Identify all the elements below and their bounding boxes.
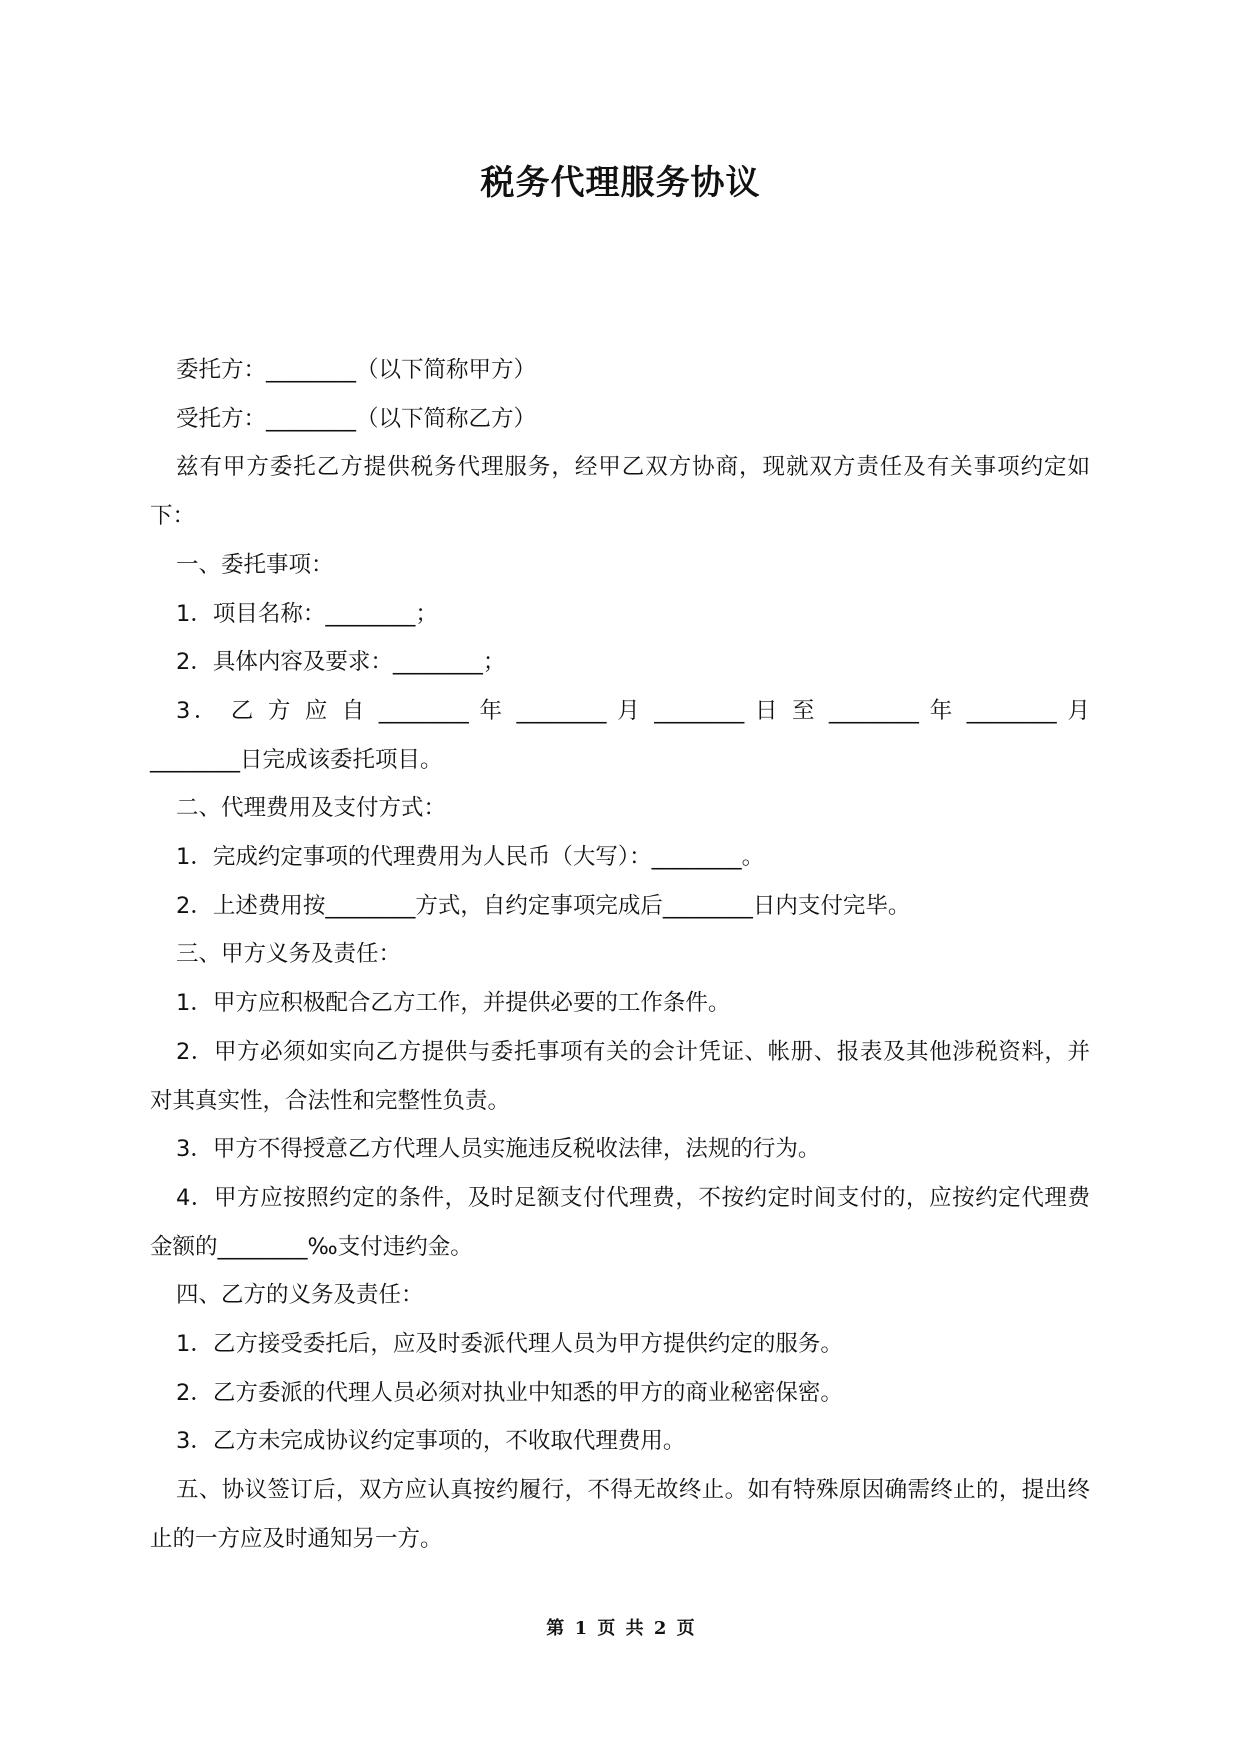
clause-4-2: 2．乙方委派的代理人员必须对执业中知悉的甲方的商业秘密保密。 [176, 1379, 843, 1406]
page-number-footer: 第 1 页 共 2 页 [546, 1618, 695, 1639]
clause-4-1: 1．乙方接受委托后，应及时委派代理人员为甲方提供约定的服务。 [176, 1331, 843, 1358]
paragraph-preamble: 兹有甲方委托乙方提供税务代理服务，经甲乙双方协商，现就双方责任及有关事项约定如下： [150, 454, 1090, 530]
section-heading-2: 二、代理费用及支付方式： [176, 795, 447, 822]
document-body [150, 346, 1098, 1564]
clause-3-1: 1．甲方应积极配合乙方工作，并提供必要的工作条件。 [176, 990, 731, 1017]
clause-1-2: 2．具体内容及要求：________； [176, 649, 506, 676]
document-title: 税务代理服务协议 [480, 163, 761, 203]
section-heading-3: 三、甲方义务及责任： [176, 941, 402, 968]
clause-3-2: 2．甲方必须如实向乙方提供与委托事项有关的会计凭证、帐册、报表及其他涉税资料，并对其真实性，合法性和完整性负责。 [150, 1038, 1090, 1114]
clause-2-1: 1．完成约定事项的代理费用为人民币（大写）：________。 [176, 844, 765, 871]
paragraph-agent: 受托方：________（以下简称乙方） [176, 405, 537, 432]
clause-1-3: 3． 乙 方 应 自 ________ 年 ________ 月 ________ 日 至 ________ 年 ________ 月 ________日完成该委托项目。 [150, 697, 1098, 773]
paragraph-client: 委托方：________（以下简称甲方） [176, 357, 537, 383]
section-heading-1: 一、委托事项： [176, 551, 334, 578]
section-heading-4: 四、乙方的义务及责任： [176, 1282, 424, 1309]
clause-1-1: 1．项目名称：________； [176, 600, 438, 627]
section-5-paragraph: 五、协议签订后，双方应认真按约履行，不得无故终止。如有特殊原因确需终止的，提出终止的一方应及时通知另一方。 [150, 1477, 1090, 1552]
clause-4-3: 3．乙方未完成协议约定事项的，不收取代理费用。 [176, 1428, 686, 1455]
clause-3-4: 4．甲方应按照约定的条件，及时足额支付代理费，不按约定时间支付的，应按约定代理费金额的________‰支付违约金。 [150, 1184, 1090, 1260]
clause-2-2: 2．上述费用按________方式，自约定事项完成后________日内支付完毕。 [176, 892, 911, 919]
clause-3-3: 3．甲方不得授意乙方代理人员实施违反税收法律，法规的行为。 [176, 1136, 821, 1163]
